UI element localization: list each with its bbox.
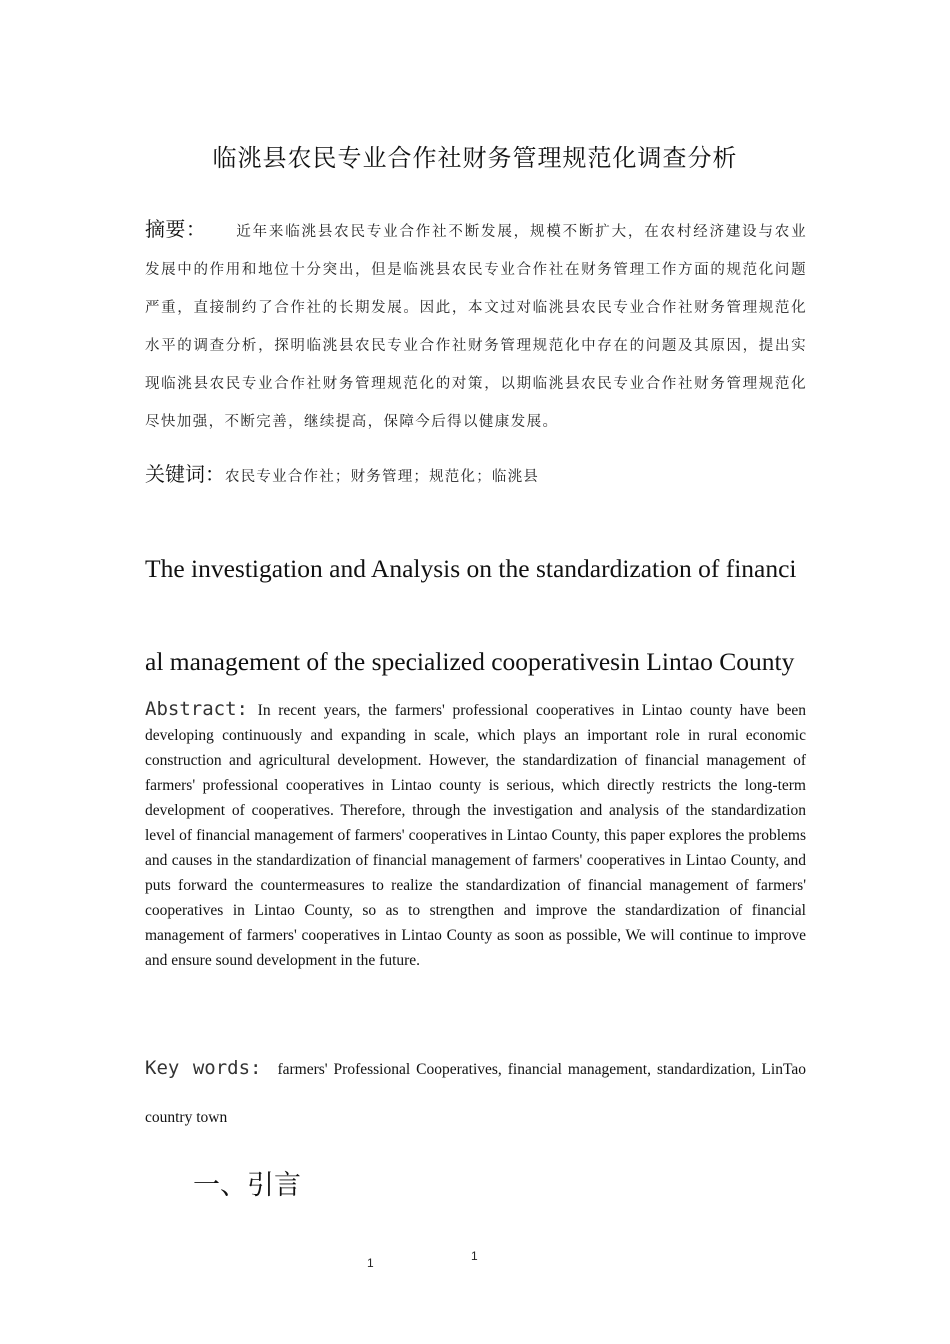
- english-abstract-text: In recent years, the farmers' professional cooperatives in Lintao county have been developing continuously and expanding in scale, which plays an important role in rural economic construction and agricultural development. However, the standardization of financial management of farmers' professional cooperatives in Lintao county is serious, which directly restricts the long-term development of cooperatives. Therefore, through the investigation and analysis of the standardization level of financial management of farmers' cooperatives in Lintao County, this paper explores the problems and causes in the standardization of financial management of farmers' cooperatives in Lintao County, and puts forward the countermeasures to realize the standardization of financial management of farmers' cooperatives in Lintao County, so as to strengthen and improve the standardization of financial management of farmers' cooperatives in Lintao County as soon as possible, We will continue to improve and ensure sound development in the future.: [145, 702, 807, 969]
- english-keywords-label: Key words:: [145, 1057, 262, 1079]
- page-number-footer: 1: [367, 1256, 374, 1270]
- document-title: 临洮县农民专业合作社财务管理规范化调查分析: [212, 144, 738, 172]
- section-heading-introduction: 一、引言: [193, 1170, 301, 1201]
- english-title: [145, 522, 825, 708]
- page-number: 1: [471, 1249, 478, 1263]
- english-title-line-1: The investigation and Analysis on the standardization of financi: [145, 554, 797, 583]
- english-keywords-text: farmers' Professional Cooperatives, financial management, standardization, LinTao country town: [145, 1061, 807, 1126]
- chinese-keywords: [145, 458, 807, 487]
- chinese-abstract-label: 摘要：: [145, 217, 207, 241]
- chinese-abstract: [145, 210, 807, 441]
- english-abstract-label: Abstract:: [145, 698, 248, 720]
- chinese-abstract-text: 近年来临洮县农民专业合作社不断发展，规模不断扩大，在农村经济建设与农业发展中的作用和地位十分突出，但是临洮县农民专业合作社在财务管理工作方面的规范化问题严重，直接制约了合作社的长期发展。因此，本文过对临洮县农民专业合作社财务管理规范化水平的调查分析，探明临洮县农民专业合作社财务管理规范化中存在的问题及其原因，提出实现临洮县农民专业合作社财务管理规范化的对策，以期临洮县农民专业合作社财务管理规范化尽快加强，不断完善，继续提高，保障今后得以健康发展。: [145, 224, 808, 430]
- english-abstract: [145, 697, 806, 973]
- english-keywords: [145, 1044, 806, 1142]
- chinese-keywords-label: 关键词：: [145, 462, 225, 486]
- chinese-keywords-text: 农民专业合作社；财务管理；规范化；临洮县: [225, 469, 539, 485]
- english-title-line-2: al management of the specialized cooperativesin Lintao County: [145, 647, 795, 676]
